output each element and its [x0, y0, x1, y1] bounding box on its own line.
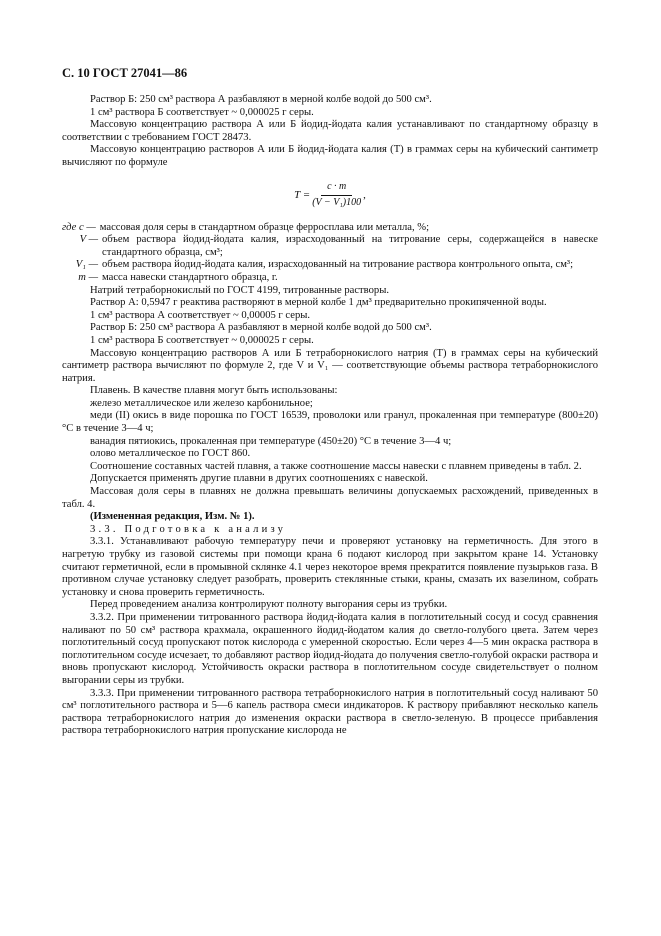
- paragraph: Раствор А: 0,5947 г реактива растворяют в мерной колбе 1 дм³ предварительно прокипяченной воды.: [90, 297, 547, 309]
- paragraph: Раствор Б: 250 см³ раствора А разбавляют в мерной колбе водой до 500 см³.: [90, 94, 432, 105]
- paragraph: железо металлическое или железо карбонильное;: [90, 397, 313, 409]
- definition-text: масса навески стандартного образца, г.: [102, 271, 278, 283]
- paragraph: 3.3.2. При применении титрованного раствора йодид-йодата калия в поглотительный сосуд и сосуд сравнения наливают по 50 см³ раствора крахмала, окрашенного йодид-йодатом калия до светло-голубого цвета. Затем через поглотительный сосуд пропускают поток кислорода с умеренной скоростью. Если через 4—5 мин окраска раствора в поглотительном сосуде исчезает, то добавляют раствор йодид-йодата до получения светло-голубой окраски раствора и вновь пропускают кислород. Устойчивость окраски раствора в поглотительном сосуде свидетельствует о полном выгорании серы из трубки.: [62, 611, 598, 686]
- paragraph: меди (II) окись в виде порошка по ГОСТ 16539, проволоки или гранул, прокаленная при температуре (800±20) °С в течение 3—4 ч;: [62, 410, 598, 435]
- definition-item: [62, 234, 598, 259]
- amendment-note: (Измененная редакция, Изм. № 1).: [90, 511, 255, 523]
- paragraph: 1 см³ раствора Б соответствует ~ 0,000025 г серы.: [90, 106, 314, 118]
- document-body: [62, 94, 598, 738]
- paragraph: Допускается применять другие плавни в других соотношениях с навеской.: [90, 473, 428, 485]
- definition-text: массовая доля серы в стандартном образце ферросплава или металла, %;: [99, 221, 430, 233]
- paragraph: Перед проведением анализа контролируют полноту выгорания серы из трубки.: [90, 599, 448, 611]
- definition-symbol: m —: [78, 271, 98, 283]
- formula-lhs: T =: [294, 189, 311, 202]
- definition-item: [62, 272, 598, 285]
- definition-symbol: V —: [79, 234, 98, 246]
- formula-trail: ,: [363, 189, 366, 202]
- paragraph: 1 см³ раствора Б соответствует ~ 0,000025 г серы.: [90, 334, 314, 346]
- paragraph: Массовую концентрацию раствора А или Б йодид-йодата калия устанавливают по стандартному образцу в соответствии с требованием ГОСТ 28473.: [62, 119, 598, 143]
- formula: [62, 170, 598, 222]
- page-header: С. 10 ГОСТ 27041—86: [62, 66, 188, 80]
- paragraph: 3.3.1. Устанавливают рабочую температуру печи и проверяют установку на герметичность. Для этого в нагретую трубку из газовой системы при помощи крана 6 подают кислород при закрытом кране 14. Установку считают герметичной, если в промывной склянке 4.1 через некоторое время прекратится появление пузырьков газа. В противном случае установку следует разобрать, проверить стеклянные стыки, краны, смазать их вазелином, собрать установку и снова проверить герметичность.: [62, 536, 598, 598]
- definition-item: [62, 222, 598, 235]
- formula-numerator: c · m: [321, 181, 352, 196]
- paragraph: олово металлическое по ГОСТ 860.: [90, 448, 251, 460]
- paragraph: 3.3.3. При применении титрованного раствора тетраборнокислого натрия в поглотительный сосуд наливают 50 см³ поглотительного раствора и 5—6 капель раствора смеси индикаторов. К раствору прибавляют несколько капель раствора тетраборнокислого натрия до изменения окраски раствора в светло-зеленую. В процессе прибавления раствора тетраборнокислого натрия пропускание кислорода не: [62, 687, 598, 737]
- definition-item: [62, 259, 598, 272]
- paragraph: 1 см³ раствора А соответствует ~ 0,00005 г серы.: [90, 309, 311, 321]
- paragraph: Натрий тетраборнокислый по ГОСТ 4199, титрованные растворы.: [90, 284, 389, 296]
- formula-fraction: [312, 181, 361, 209]
- definition-symbol: где c —: [62, 221, 96, 233]
- paragraph: Массовую концентрацию растворов А или Б йодид-йодата калия (T) в граммах серы на кубический сантиметр вычисляют по формуле: [62, 144, 598, 168]
- definition-text: объем раствора йодид-йодата калия, израсходованный на титрование раствора контрольного опыта, см³;: [102, 259, 574, 271]
- definition-text: объем раствора йодид-йодата калия, израсходованный на титрование серы, содержащейся в навеске стандартного образца, см³;: [102, 234, 598, 258]
- definitions-list: [62, 222, 598, 285]
- paragraph: ванадия пятиокись, прокаленная при температуре (450±20) °С в течение 3—4 ч;: [90, 435, 452, 447]
- paragraph: Соотношение составных частей плавня, а также соотношение массы навески с плавнем приведены в табл. 2.: [90, 460, 582, 472]
- section-heading: 3.3. Подготовка к анализу: [90, 523, 287, 535]
- paragraph: Массовую концентрацию растворов А или Б тетраборнокислого натрия (T) в граммах серы на кубический сантиметр раствора вычисляют по формуле 2, где V и V₁ — соответствующие объемы раствора тетраборнокислого натрия.: [62, 347, 598, 384]
- paragraph: Массовая доля серы в плавнях не должна превышать величины допускаемых расхождений, приведенных в табл. 4.: [62, 486, 598, 510]
- definition-symbol: V₁ —: [75, 259, 98, 271]
- paragraph: Плавень. В качестве плавня могут быть использованы:: [90, 385, 338, 397]
- formula-denominator: (V − V₁)100: [312, 197, 362, 209]
- paragraph: Раствор Б: 250 см³ раствора А разбавляют в мерной колбе водой до 500 см³.: [90, 322, 432, 334]
